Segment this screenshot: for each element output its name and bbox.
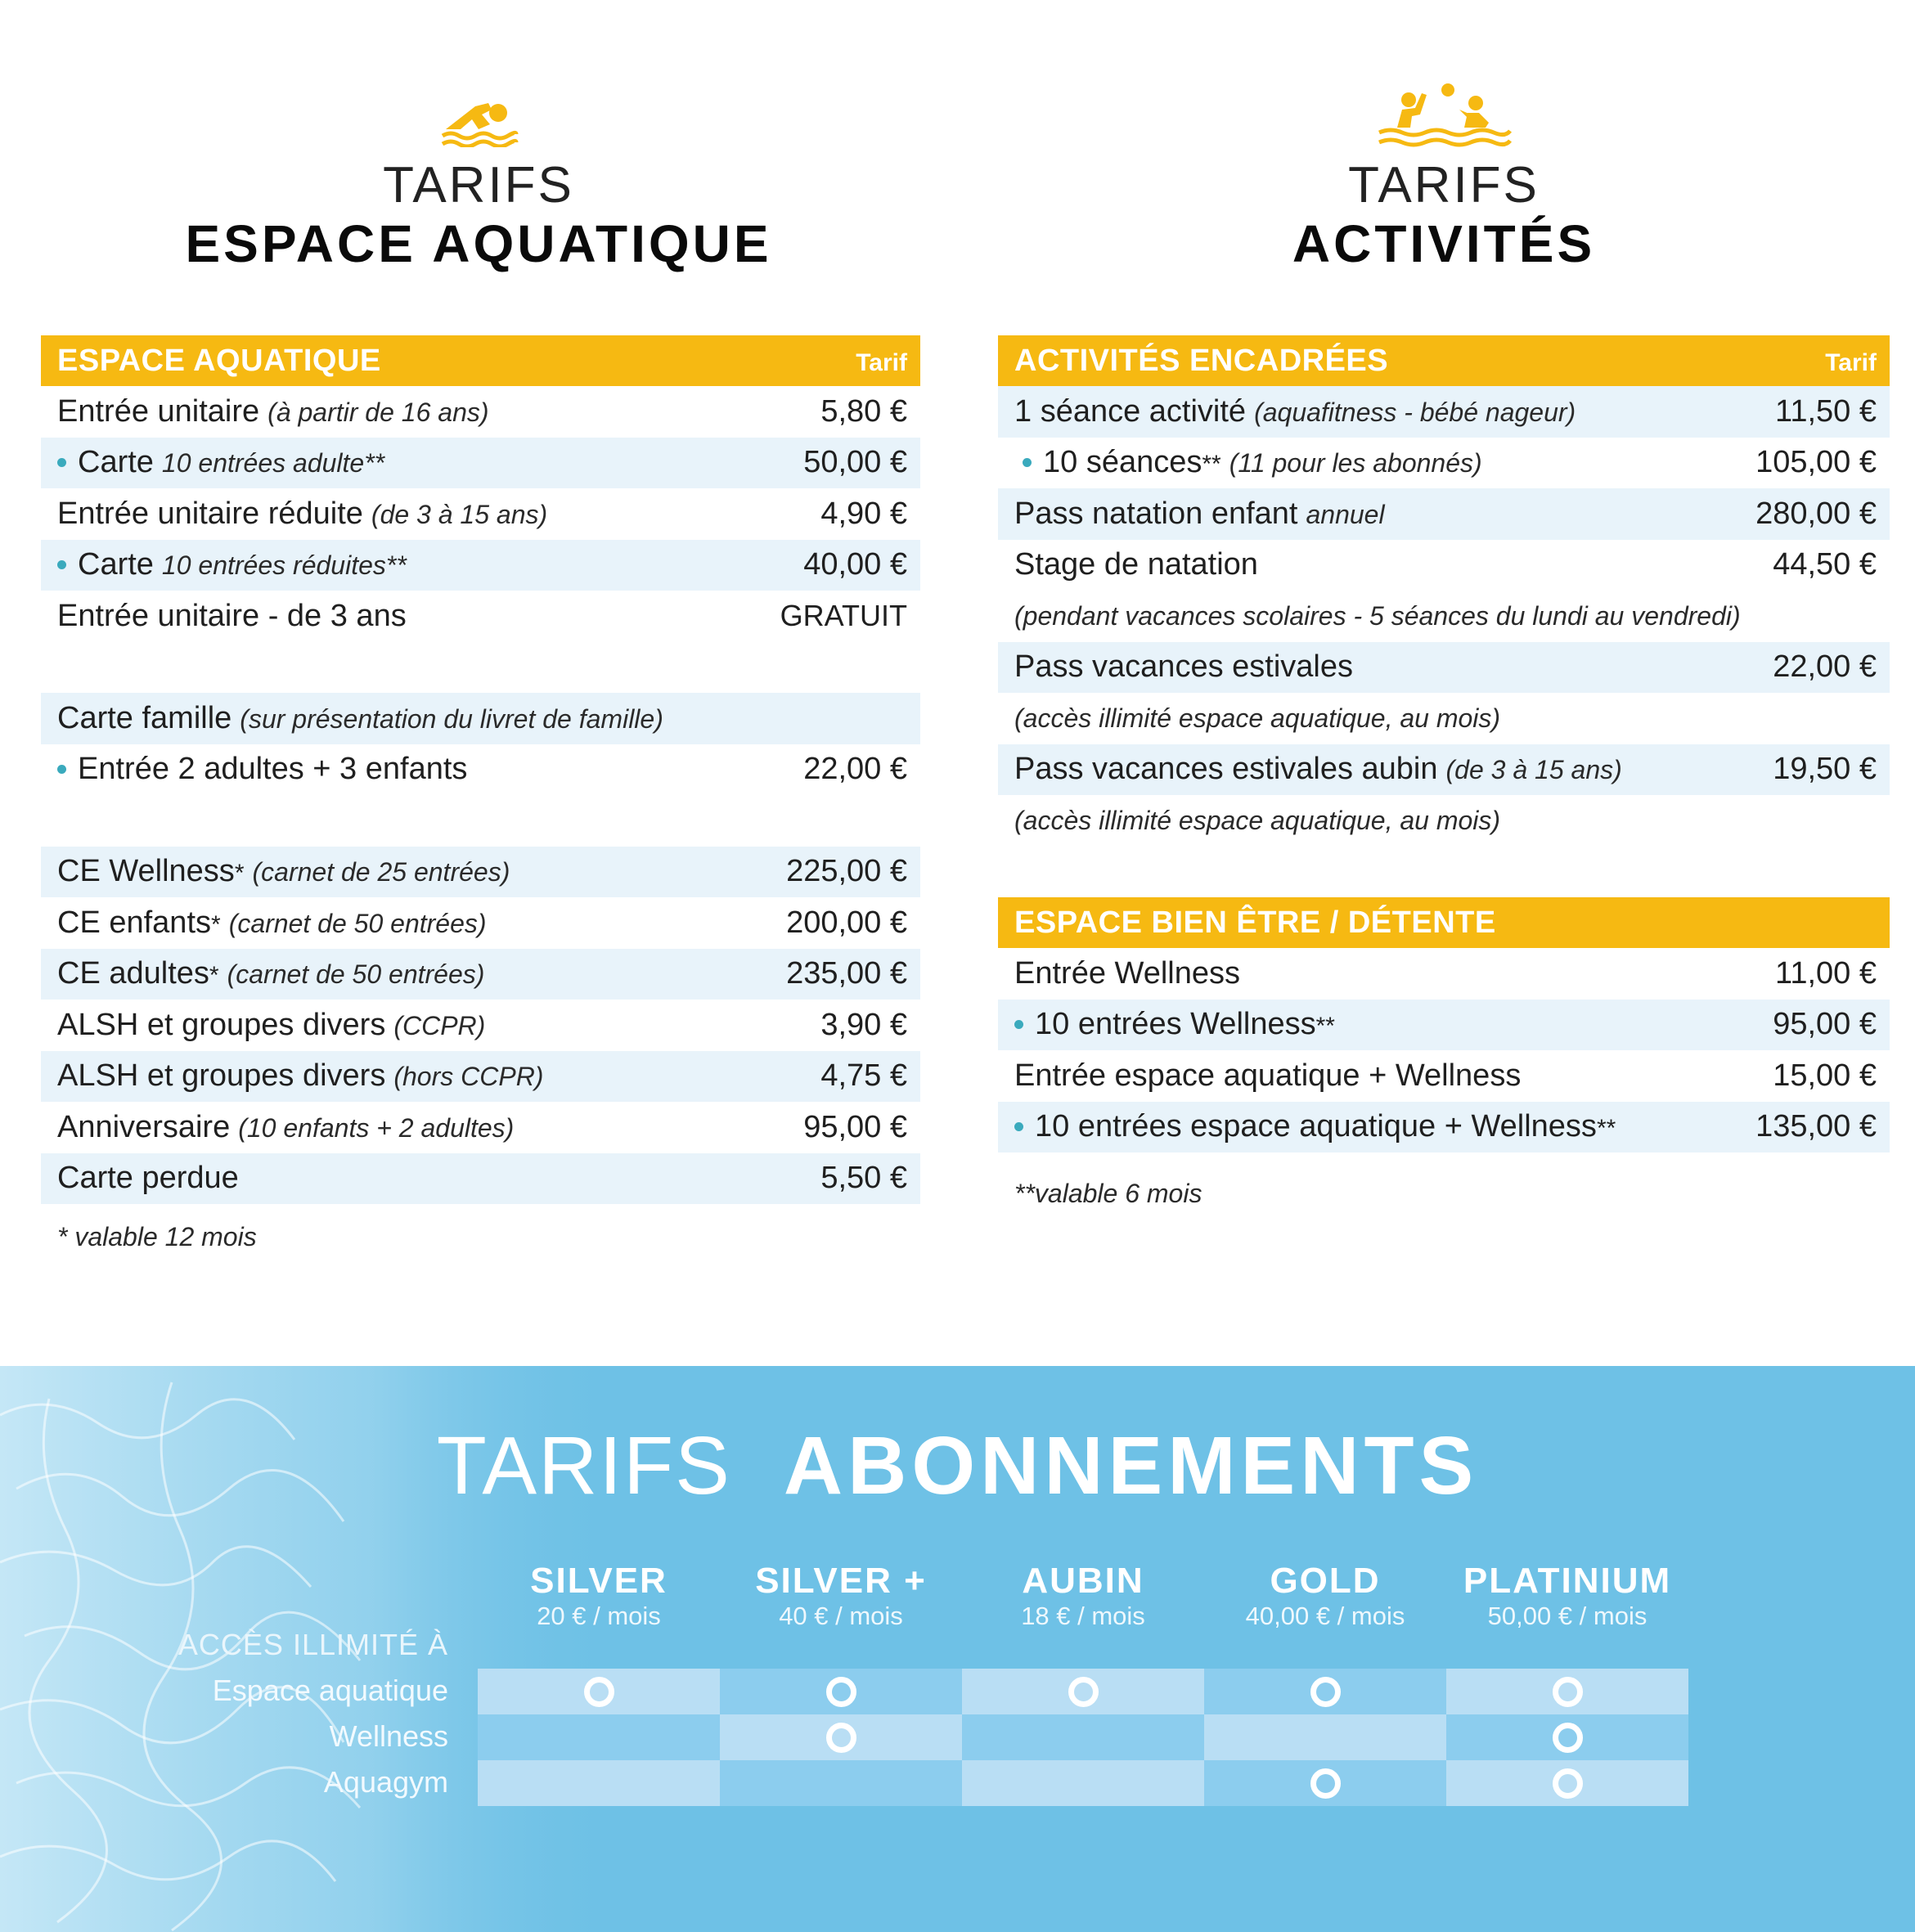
- price-row: [998, 642, 1890, 694]
- subscriptions-title-light: TARIFS: [436, 1420, 731, 1512]
- price-row: [998, 438, 1890, 489]
- plan-name: GOLD: [1270, 1561, 1381, 1601]
- row-label: Anniversaire: [57, 1109, 231, 1144]
- row-label: Carte: [78, 445, 154, 480]
- row-detail: (11 pour les abonnés): [1229, 448, 1482, 479]
- row-mark: **: [1202, 451, 1221, 479]
- row-price: 200,00 €: [786, 905, 907, 940]
- row-mark: *: [234, 860, 245, 887]
- row-mark: **: [1315, 1013, 1335, 1040]
- price-row: [41, 488, 920, 540]
- price-row: [41, 949, 920, 1000]
- price-row: [998, 488, 1890, 540]
- plan-price: 40 € / mois: [779, 1602, 903, 1630]
- row-price: 19,50 €: [1773, 752, 1877, 787]
- row-mark: *: [209, 962, 219, 990]
- right-table-header-2: [998, 897, 1890, 948]
- right-heading: [1014, 82, 1873, 273]
- row-detail: (10 enfants + 2 adultes): [238, 1112, 515, 1143]
- price-row: [998, 540, 1890, 591]
- row-label: CE enfants: [57, 905, 211, 940]
- subscription-cell: [478, 1714, 720, 1760]
- price-row: [998, 744, 1890, 796]
- subscription-cell: [1204, 1760, 1446, 1806]
- plan-aubin: [962, 1561, 1204, 1631]
- right-table-header: [998, 335, 1890, 386]
- acces-label: ACCÈS ILLIMITÉ À: [178, 1628, 448, 1661]
- right-table-title: ACTIVITÉS ENCADRÉES: [1014, 343, 1389, 378]
- plan-name: SILVER +: [755, 1561, 927, 1601]
- row-price: 95,00 €: [803, 1109, 907, 1144]
- right-heading-bold: ACTIVITÉS: [1292, 214, 1596, 273]
- row-detail: (carnet de 50 entrées): [227, 959, 485, 990]
- right-price-table: [998, 335, 1890, 1234]
- row-price: 40,00 €: [803, 547, 907, 582]
- feature-label-aquagym: Aquagym: [323, 1765, 448, 1799]
- row-detail: (carnet de 25 entrées): [252, 857, 510, 887]
- included-circle-icon: [1553, 1677, 1583, 1707]
- price-row: [998, 1000, 1890, 1051]
- row-price: 5,50 €: [820, 1161, 907, 1196]
- row-price: GRATUIT: [780, 599, 907, 633]
- row-price: 135,00 €: [1755, 1109, 1877, 1144]
- plan-price: 40,00 € / mois: [1245, 1602, 1405, 1630]
- row-price: 50,00 €: [803, 445, 907, 480]
- left-heading: [49, 82, 908, 273]
- plan-price: 50,00 € / mois: [1487, 1602, 1648, 1630]
- row-detail: (à partir de 16 ans): [267, 397, 489, 427]
- feature-label-espace-aquatique: Espace aquatique: [212, 1674, 448, 1707]
- row-price: 105,00 €: [1755, 445, 1877, 480]
- subscription-cell: [1204, 1714, 1446, 1760]
- plan-price: 20 € / mois: [537, 1602, 661, 1630]
- price-row: [41, 1051, 920, 1103]
- row-detail: 10 entrées réduites**: [161, 550, 407, 581]
- price-row: [41, 847, 920, 898]
- water-play-icon: [1374, 82, 1513, 147]
- row-label: Carte: [78, 547, 154, 582]
- subscription-cell: [1204, 1669, 1446, 1714]
- subscriptions-title-bold: ABONNEMENTS: [783, 1420, 1479, 1512]
- plan-platinium: [1446, 1561, 1688, 1631]
- included-circle-icon: [1310, 1768, 1341, 1799]
- price-row: [998, 1102, 1890, 1153]
- plan-name: PLATINIUM: [1463, 1561, 1672, 1601]
- row-label: 10 entrées Wellness: [1035, 1007, 1316, 1042]
- plan-name: AUBIN: [1022, 1561, 1144, 1601]
- price-row: [998, 1050, 1890, 1102]
- subscription-cell: [962, 1669, 1204, 1714]
- subscription-cell: [720, 1714, 962, 1760]
- subscription-cell: [478, 1760, 720, 1806]
- subscription-cell: [1446, 1760, 1688, 1806]
- price-row: [41, 540, 920, 591]
- right-heading-light: TARIFS: [1348, 157, 1540, 213]
- row-label: Carte perdue: [57, 1161, 239, 1196]
- row-price: 4,90 €: [820, 496, 907, 531]
- row-mark: **: [1596, 1115, 1616, 1143]
- included-circle-icon: [1553, 1768, 1583, 1799]
- price-row: [41, 438, 920, 489]
- row-price: 11,00 €: [1775, 955, 1877, 991]
- bullet-icon: [1014, 1020, 1023, 1029]
- row-detail: (de 3 à 15 ans): [1445, 755, 1622, 785]
- plan-gold: [1204, 1561, 1446, 1631]
- price-row: [41, 897, 920, 949]
- subscription-cell: [720, 1669, 962, 1714]
- row-label: ALSH et groupes divers: [57, 1058, 386, 1094]
- row-detail: (hors CCPR): [393, 1062, 544, 1092]
- row-label: Pass vacances estivales: [1014, 649, 1353, 685]
- row-detail: (sur présentation du livret de famille): [240, 703, 663, 734]
- row-detail: 10 entrées adulte**: [161, 448, 385, 479]
- subscription-cell: [1446, 1714, 1688, 1760]
- price-row: [41, 744, 920, 796]
- row-label: Pass vacances estivales aubin: [1014, 752, 1438, 787]
- left-table-tarif: Tarif: [856, 349, 907, 376]
- included-circle-icon: [826, 1677, 856, 1707]
- row-label: Entrée espace aquatique + Wellness: [1014, 1058, 1522, 1093]
- plan-price: 18 € / mois: [1021, 1602, 1145, 1630]
- included-circle-icon: [1068, 1677, 1099, 1707]
- row-price: 4,75 €: [820, 1058, 907, 1094]
- included-circle-icon: [584, 1677, 614, 1707]
- row-label: Pass natation enfant: [1014, 496, 1298, 531]
- price-row: [41, 1102, 920, 1153]
- row-detail: (de 3 à 15 ans): [371, 499, 548, 529]
- row-label: Entrée unitaire: [57, 393, 260, 429]
- row-label: Entrée unitaire réduite: [57, 496, 363, 531]
- left-heading-light: TARIFS: [383, 157, 574, 213]
- right-table-title-2: ESPACE BIEN ÊTRE / DÉTENTE: [1014, 905, 1496, 940]
- row-note: (pendant vacances scolaires - 5 séances du lundi au vendredi): [1014, 600, 1741, 631]
- left-footnote: * valable 12 mois: [57, 1221, 257, 1251]
- bullet-icon: [1023, 458, 1032, 467]
- bullet-icon: [1014, 1122, 1023, 1131]
- right-table-tarif: Tarif: [1825, 349, 1877, 376]
- included-circle-icon: [1553, 1723, 1583, 1753]
- price-row: [41, 1153, 920, 1205]
- subscription-cell: [1446, 1669, 1688, 1714]
- row-price: 22,00 €: [803, 752, 907, 787]
- included-circle-icon: [826, 1723, 856, 1753]
- row-price: 22,00 €: [1773, 649, 1877, 685]
- row-label: Entrée Wellness: [1014, 955, 1240, 991]
- row-detail: (aquafitness - bébé nageur): [1254, 397, 1576, 427]
- row-label: 10 entrées espace aquatique + Wellness: [1035, 1109, 1597, 1144]
- row-label: Stage de natation: [1014, 547, 1258, 582]
- subscription-cell: [478, 1669, 720, 1714]
- feature-label-wellness: Wellness: [329, 1719, 448, 1753]
- row-mark: *: [211, 910, 221, 938]
- price-row: [41, 386, 920, 438]
- row-price: 15,00 €: [1773, 1058, 1877, 1093]
- price-row: [41, 693, 920, 744]
- row-price: 11,50 €: [1775, 393, 1877, 429]
- left-heading-bold: ESPACE AQUATIQUE: [185, 214, 772, 273]
- row-price: 95,00 €: [1773, 1007, 1877, 1042]
- row-note: (accès illimité espace aquatique, au mois): [1014, 805, 1501, 835]
- plan-silver: [478, 1561, 720, 1631]
- subscription-cell: [962, 1760, 1204, 1806]
- subscription-cell: [962, 1714, 1204, 1760]
- row-price: 225,00 €: [786, 854, 907, 889]
- row-label: 1 séance activité: [1014, 393, 1247, 429]
- left-table-title: ESPACE AQUATIQUE: [57, 343, 381, 378]
- row-label: Entrée 2 adultes + 3 enfants: [78, 752, 468, 787]
- bullet-icon: [57, 458, 66, 467]
- row-label: ALSH et groupes divers: [57, 1007, 386, 1042]
- left-price-table: [41, 335, 920, 1269]
- row-price: 44,50 €: [1773, 547, 1877, 582]
- row-label: CE adultes: [57, 956, 209, 991]
- row-label: Carte famille: [57, 700, 232, 735]
- row-price: 3,90 €: [820, 1007, 907, 1042]
- left-table-header: [41, 335, 920, 386]
- row-note: (accès illimité espace aquatique, au mois): [1014, 703, 1501, 733]
- price-row: [41, 1000, 920, 1051]
- row-label: CE Wellness: [57, 854, 235, 889]
- row-label: 10 séances: [1043, 445, 1202, 480]
- right-footnote: **valable 6 mois: [1014, 1178, 1202, 1208]
- price-row: [998, 386, 1890, 438]
- subscriptions-section: [0, 1366, 1915, 1932]
- swimmer-icon: [438, 82, 519, 147]
- row-detail: annuel: [1306, 499, 1385, 529]
- row-price: 280,00 €: [1755, 496, 1877, 531]
- subscriptions-title: [0, 1419, 1915, 1513]
- row-detail: (carnet de 50 entrées): [228, 908, 487, 938]
- row-detail: (CCPR): [393, 1010, 486, 1040]
- price-row: [41, 591, 920, 642]
- row-price: 5,80 €: [820, 393, 907, 429]
- plan-silver-plus: [720, 1561, 962, 1631]
- row-label: Entrée unitaire - de 3 ans: [57, 598, 407, 633]
- subscription-cell: [720, 1760, 962, 1806]
- price-row: [998, 948, 1890, 1000]
- plan-name: SILVER: [530, 1561, 668, 1601]
- row-price: 235,00 €: [786, 956, 907, 991]
- bullet-icon: [57, 560, 66, 569]
- bullet-icon: [57, 765, 66, 774]
- included-circle-icon: [1310, 1677, 1341, 1707]
